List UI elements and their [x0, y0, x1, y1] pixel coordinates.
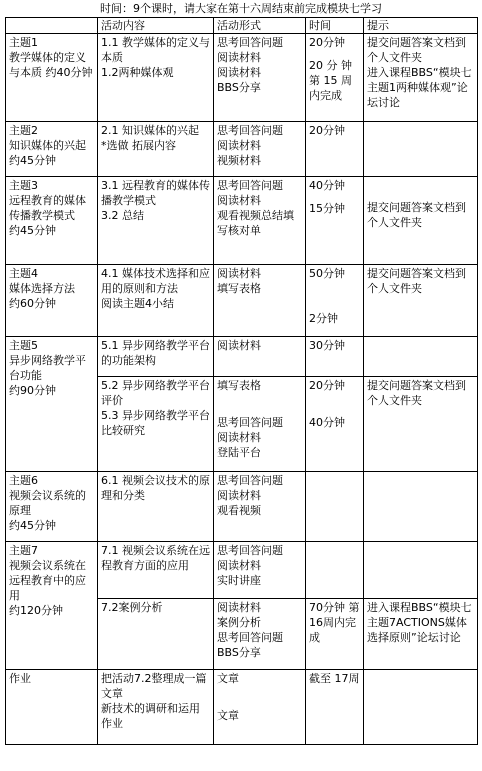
content-cell: 7.2案例分析	[98, 599, 214, 670]
content-cell: 2.1 知识媒体的兴起 *选做 拓展内容	[98, 122, 214, 177]
topic-cell: 主题7 视频会议系统在远程教育中的应用 约120分钟	[6, 542, 98, 670]
form-cell: 思考回答问题 阅读材料 实时讲座	[214, 542, 306, 599]
header-content: 活动内容	[98, 18, 214, 34]
content-cell: 5.1 异步网络教学平台的功能架构	[98, 337, 214, 377]
time-cell: 20分钟	[306, 122, 364, 177]
table-row	[6, 265, 478, 337]
header-time: 时间	[306, 18, 364, 34]
time-cell: 70分钟 第16周内完成	[306, 599, 364, 670]
form-cell: 思考回答问题 阅读材料 观看视频	[214, 472, 306, 542]
table-row	[6, 122, 478, 177]
form-cell: 思考回答问题 阅读材料 阅读材料 BBS分享	[214, 34, 306, 122]
content-cell: 把活动7.2整理成一篇文章 新技术的调研和运用作业	[98, 670, 214, 745]
form-cell: 思考回答问题 阅读材料 视频材料	[214, 122, 306, 177]
tip-cell: 进入课程BBS“模块七主题7ACTIONS媒体选择原则”论坛讨论	[364, 599, 478, 670]
tip-cell	[364, 122, 478, 177]
table-row	[6, 542, 478, 599]
tip-cell: 提交问题答案文档到个人文件夹	[364, 177, 478, 265]
time-cell: 30分钟	[306, 337, 364, 377]
tip-cell	[364, 670, 478, 745]
tip-cell	[364, 472, 478, 542]
table-row	[6, 670, 478, 745]
page-title: 时间：9个课时，请大家在第十六周结束前完成模块七学习	[100, 2, 382, 15]
time-cell: 50分钟 2分钟	[306, 265, 364, 337]
tip-cell: 提交问题答案文档到个人文件夹	[364, 377, 478, 472]
content-cell: 6.1 视频会议技术的原理和分类	[98, 472, 214, 542]
topic-cell: 主题6 视频会议系统的原理 约45分钟	[6, 472, 98, 542]
schedule-table	[5, 17, 478, 745]
tip-cell	[364, 542, 478, 599]
form-cell: 填写表格 思考回答问题 阅读材料 登陆平台	[214, 377, 306, 472]
table-row	[6, 34, 478, 122]
tip-cell	[364, 337, 478, 377]
content-cell: 3.1 远程教育的媒体传播教学模式 3.2 总结	[98, 177, 214, 265]
content-cell: 1.1 教学媒体的定义与本质 1.2两种媒体观	[98, 34, 214, 122]
topic-cell: 主题2 知识媒体的兴起约45分钟	[6, 122, 98, 177]
header-row	[6, 18, 478, 34]
tip-cell: 提交问题答案文档到个人文件夹	[364, 265, 478, 337]
content-cell: 7.1 视频会议系统在远程教育方面的应用	[98, 542, 214, 599]
form-cell: 文章 文章	[214, 670, 306, 745]
form-cell: 阅读材料 案例分析 思考回答问题 BBS分享	[214, 599, 306, 670]
time-cell: 20分钟 20 分 钟 第 15 周内完成	[306, 34, 364, 122]
header-form: 活动形式	[214, 18, 306, 34]
time-cell	[306, 472, 364, 542]
time-cell: 截至 17周	[306, 670, 364, 745]
topic-cell: 主题5 异步网络教学平台功能 约90分钟	[6, 337, 98, 472]
table-row	[6, 177, 478, 265]
time-cell	[306, 542, 364, 599]
topic-cell: 作业	[6, 670, 98, 745]
form-cell: 阅读材料	[214, 337, 306, 377]
content-cell: 5.2 异步网络教学平台评价 5.3 异步网络教学平台比较研究	[98, 377, 214, 472]
form-cell: 阅读材料 填写表格	[214, 265, 306, 337]
time-cell: 20分钟 40分钟	[306, 377, 364, 472]
topic-cell: 主题3 远程教育的媒体传播教学模式 约45分钟	[6, 177, 98, 265]
form-cell: 思考回答问题 阅读材料 观看视频总结填写核对单	[214, 177, 306, 265]
table-row	[6, 337, 478, 377]
time-cell: 40分钟 15分钟	[306, 177, 364, 265]
topic-cell: 主题4 媒体选择方法 约60分钟	[6, 265, 98, 337]
topic-cell: 主题1 教学媒体的定义与本质 约40分钟	[6, 34, 98, 122]
table-row	[6, 472, 478, 542]
header-topic	[6, 18, 98, 34]
header-tip: 提示	[364, 18, 478, 34]
content-cell: 4.1 媒体技术选择和应用的原则和方法 阅读主题4小结	[98, 265, 214, 337]
tip-cell: 提交问题答案文档到个人文件夹 进入课程BBS“模块七主题1两种媒体观”论坛讨论	[364, 34, 478, 122]
